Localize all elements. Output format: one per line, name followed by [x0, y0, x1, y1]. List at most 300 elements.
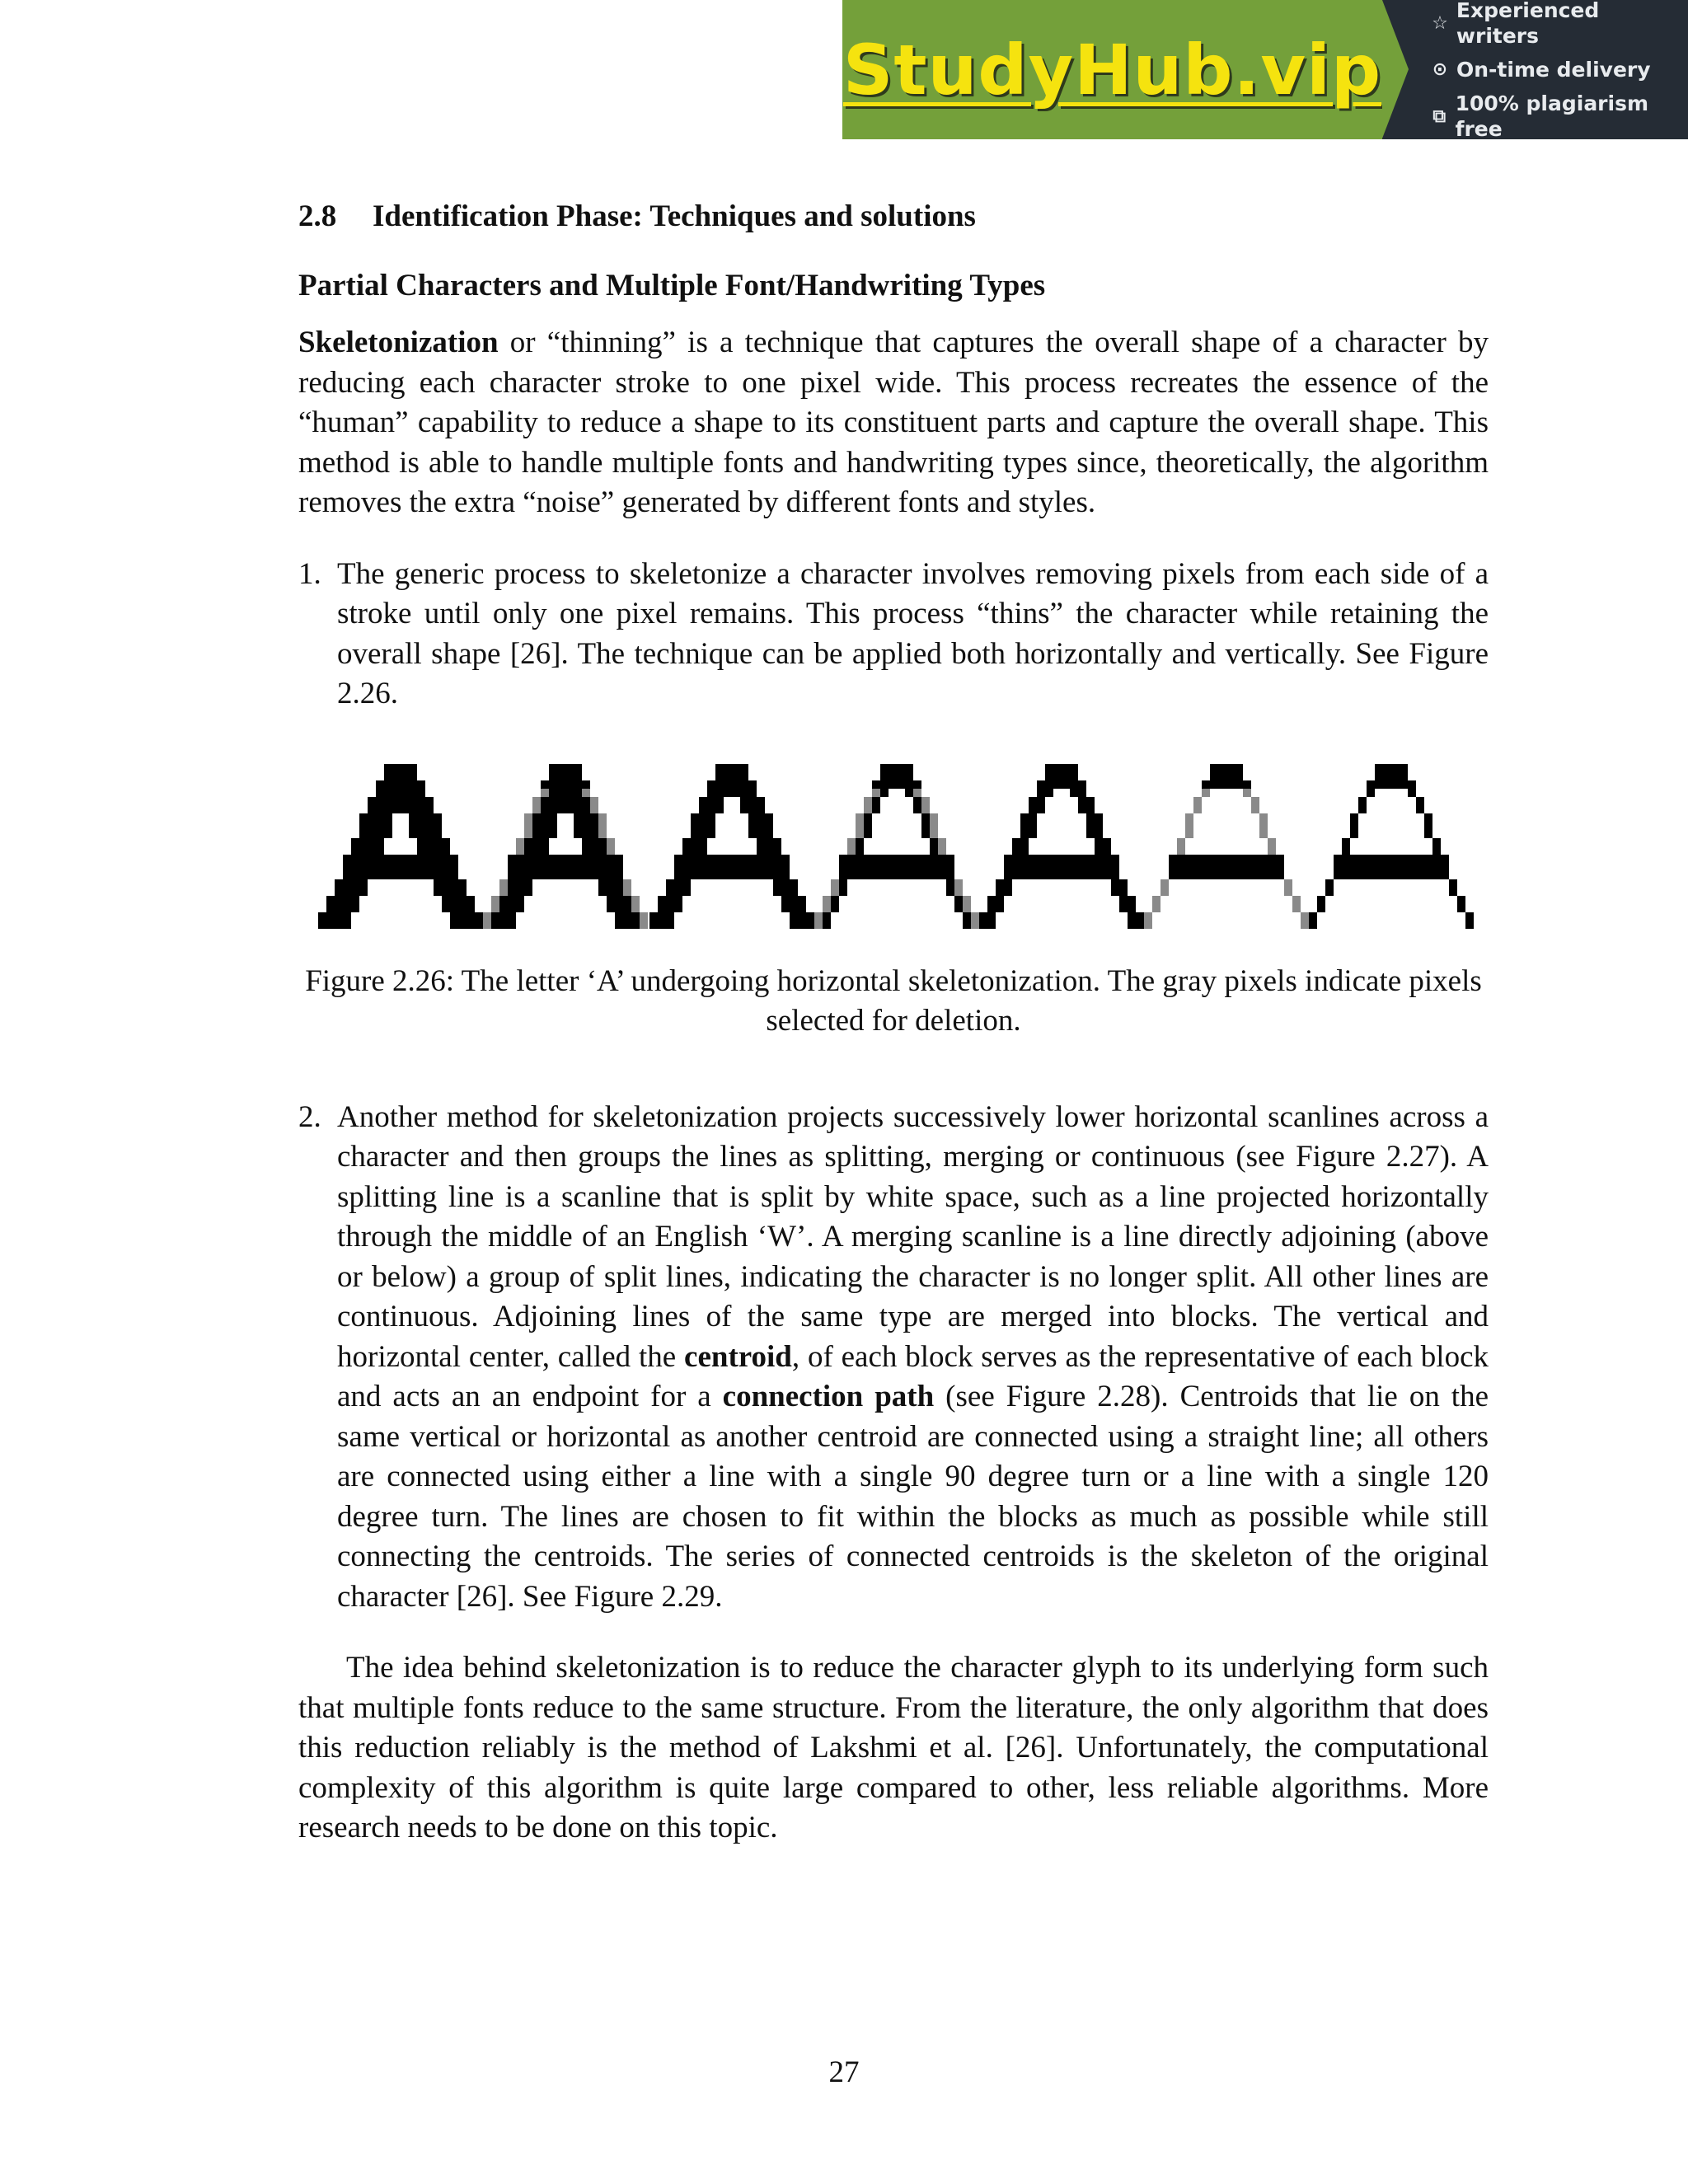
pixel — [1243, 863, 1251, 871]
pixel — [839, 888, 847, 896]
pixel — [1251, 805, 1259, 813]
pixel — [1441, 855, 1449, 863]
pixel — [549, 871, 557, 879]
pixel — [732, 855, 740, 863]
pixel — [508, 871, 516, 879]
pixel — [524, 822, 532, 830]
pixel — [1259, 830, 1268, 838]
pixel — [1103, 846, 1111, 855]
pixel — [748, 863, 757, 871]
pixel — [1095, 813, 1103, 822]
pixel — [1128, 912, 1136, 921]
pixel — [368, 805, 376, 813]
pixel — [442, 904, 450, 912]
pixel — [1086, 797, 1095, 805]
pixel — [996, 888, 1004, 896]
pixel — [409, 772, 417, 780]
pixel — [872, 871, 880, 879]
pixel — [1400, 780, 1408, 789]
pixel — [434, 879, 442, 888]
pixel — [732, 772, 740, 780]
pixel — [1004, 888, 1012, 896]
pixel — [392, 797, 401, 805]
pixel — [1235, 863, 1243, 871]
pixel — [409, 863, 417, 871]
figure-caption: Figure 2.26: The letter ‘A’ undergoing horizontal skeletonization. The gray pixels indicate pixels selected for deletion. — [305, 963, 1482, 1038]
pixel — [1053, 764, 1062, 772]
pixel — [889, 764, 897, 772]
pixel — [326, 921, 335, 929]
pixel — [1193, 797, 1202, 805]
pixel — [1144, 912, 1152, 921]
pixel — [831, 888, 839, 896]
pixel — [1251, 797, 1259, 805]
pixel — [765, 822, 773, 830]
pixel — [889, 871, 897, 879]
pixel — [847, 838, 856, 846]
pixel — [1424, 871, 1432, 879]
pixel — [442, 871, 450, 879]
pixel — [1292, 904, 1301, 912]
pixel — [1095, 846, 1103, 855]
pixel — [425, 822, 434, 830]
pixel — [1004, 855, 1012, 863]
pixel — [1317, 904, 1325, 912]
pixel — [1251, 855, 1259, 863]
pixel — [458, 904, 467, 912]
pixel — [748, 830, 757, 838]
pixel — [450, 879, 458, 888]
pixel — [1078, 855, 1086, 863]
pixel — [417, 838, 425, 846]
pixel — [1070, 863, 1078, 871]
pixel — [590, 822, 598, 830]
pixel — [913, 855, 921, 863]
pixel — [574, 805, 582, 813]
pixel — [524, 863, 532, 871]
clock-icon: ⊙ — [1432, 59, 1448, 80]
pixel — [417, 797, 425, 805]
pixel — [1111, 879, 1119, 888]
pixel — [773, 888, 781, 896]
pixel — [607, 846, 615, 855]
pixel — [715, 764, 724, 772]
pixel — [699, 871, 707, 879]
pixel — [682, 855, 691, 863]
pixel — [384, 797, 392, 805]
pixel — [458, 888, 467, 896]
pixel — [666, 896, 674, 904]
pixel — [748, 789, 757, 797]
pixel — [409, 830, 417, 838]
pixel — [1218, 871, 1226, 879]
pixel — [1259, 813, 1268, 822]
pixel — [781, 879, 790, 888]
pixel — [905, 764, 913, 772]
pixel — [343, 855, 351, 863]
pixel — [607, 888, 615, 896]
pixel — [343, 921, 351, 929]
pixel — [1045, 764, 1053, 772]
pixel — [1177, 838, 1185, 846]
pixel — [748, 855, 757, 863]
pixel — [674, 855, 682, 863]
pixel — [715, 855, 724, 863]
pixel — [1218, 772, 1226, 780]
pixel — [590, 871, 598, 879]
pixel — [417, 789, 425, 797]
list-item-2 — [298, 1098, 1489, 1618]
pixel — [1185, 813, 1193, 822]
pixel — [1095, 855, 1103, 863]
pixel — [715, 772, 724, 780]
pixel — [897, 780, 905, 789]
pixel — [765, 871, 773, 879]
pixel — [814, 921, 823, 929]
pixel — [963, 921, 971, 929]
pixel — [442, 896, 450, 904]
page-content — [298, 198, 1489, 1849]
pixel — [649, 912, 658, 921]
pixel — [376, 871, 384, 879]
pixel — [1235, 855, 1243, 863]
pixel — [532, 813, 541, 822]
pixel — [326, 912, 335, 921]
pixel — [574, 797, 582, 805]
pixel — [790, 879, 798, 888]
pixel — [1078, 871, 1086, 879]
pixel — [1210, 772, 1218, 780]
pixel — [532, 830, 541, 838]
pixel — [1210, 764, 1218, 772]
pixel — [1177, 863, 1185, 871]
pixel — [623, 896, 631, 904]
pixel — [343, 904, 351, 912]
pixel — [1062, 764, 1070, 772]
pixel — [823, 921, 831, 929]
pixel — [757, 846, 765, 855]
pixel — [856, 871, 864, 879]
pixel — [1391, 780, 1400, 789]
pixel — [732, 764, 740, 772]
pixel — [376, 813, 384, 822]
pixel — [1268, 871, 1276, 879]
pixel — [376, 789, 384, 797]
pixel — [343, 879, 351, 888]
pixel — [384, 822, 392, 830]
pixel — [889, 855, 897, 863]
pixel — [598, 830, 607, 838]
pixel — [707, 797, 715, 805]
pixel — [532, 846, 541, 855]
pixel — [524, 846, 532, 855]
pixel — [384, 813, 392, 822]
pixel — [773, 879, 781, 888]
pixel — [1383, 863, 1391, 871]
pixel — [326, 896, 335, 904]
pixel — [691, 871, 699, 879]
pixel — [582, 855, 590, 863]
pixel — [557, 805, 565, 813]
pixel — [1400, 855, 1408, 863]
pixel — [1160, 879, 1169, 888]
pixel — [1070, 772, 1078, 780]
pixel — [541, 838, 549, 846]
pixel — [732, 789, 740, 797]
pixel — [1383, 780, 1391, 789]
pixel — [1432, 871, 1441, 879]
pixel — [392, 772, 401, 780]
pixel — [417, 855, 425, 863]
pixel — [1334, 863, 1342, 871]
pixel — [409, 871, 417, 879]
pixel — [574, 855, 582, 863]
pixel — [450, 912, 458, 921]
pixel — [798, 921, 806, 929]
pixel — [897, 855, 905, 863]
pixel — [732, 863, 740, 871]
pixel — [409, 813, 417, 822]
pixel — [598, 863, 607, 871]
pixel — [1202, 789, 1210, 797]
pixel — [790, 904, 798, 912]
pixel — [707, 813, 715, 822]
pixel — [549, 830, 557, 838]
star-icon: ☆ — [1432, 12, 1448, 34]
pixel — [658, 912, 666, 921]
pixel — [790, 896, 798, 904]
pixel — [1259, 822, 1268, 830]
pixel — [565, 789, 574, 797]
pixel — [1235, 772, 1243, 780]
list-item-1 — [298, 555, 1489, 715]
pixel — [1177, 871, 1185, 879]
pixel — [1103, 871, 1111, 879]
pixel — [335, 921, 343, 929]
pixel — [930, 846, 938, 855]
pixel — [417, 805, 425, 813]
pixel — [938, 855, 946, 863]
pixel — [541, 797, 549, 805]
pixel — [691, 838, 699, 846]
pixel — [1029, 863, 1037, 871]
pixel — [508, 879, 516, 888]
pixel — [864, 855, 872, 863]
pixel — [790, 921, 798, 929]
pixel — [1119, 896, 1128, 904]
feature-plagiarism-free — [1430, 91, 1688, 142]
pixel — [392, 805, 401, 813]
pixel — [1086, 871, 1095, 879]
pixel — [946, 863, 954, 871]
pixel — [1391, 764, 1400, 772]
pixel — [1029, 797, 1037, 805]
pixel — [666, 904, 674, 912]
pixel — [831, 904, 839, 912]
pixel — [607, 863, 615, 871]
pixel — [715, 797, 724, 805]
pixel — [1235, 871, 1243, 879]
pixel — [707, 780, 715, 789]
pixel — [699, 863, 707, 871]
pixel — [1119, 879, 1128, 888]
pixel — [376, 855, 384, 863]
pixel — [574, 830, 582, 838]
pixel — [335, 904, 343, 912]
pixel — [889, 863, 897, 871]
pixel — [1424, 863, 1432, 871]
pixel — [417, 871, 425, 879]
pixel — [798, 904, 806, 912]
pixel — [913, 871, 921, 879]
pixel — [1086, 830, 1095, 838]
pixel — [649, 921, 658, 929]
studyhub-banner[interactable] — [842, 0, 1688, 139]
pixel — [442, 846, 450, 855]
pixel — [574, 822, 582, 830]
pixel — [1020, 813, 1029, 822]
pixel — [475, 912, 483, 921]
pixel — [1432, 838, 1441, 846]
pixel — [417, 822, 425, 830]
pixel — [1070, 780, 1078, 789]
pixel — [1375, 772, 1383, 780]
pixel — [748, 780, 757, 789]
pixel — [1078, 863, 1086, 871]
pixel — [930, 813, 938, 822]
pixel — [1383, 772, 1391, 780]
pixel — [790, 912, 798, 921]
pixel — [409, 805, 417, 813]
pixel — [541, 780, 549, 789]
pixel — [1358, 855, 1367, 863]
pixel — [508, 863, 516, 871]
pixel — [1268, 846, 1276, 855]
pixel — [318, 912, 326, 921]
pixel — [765, 846, 773, 855]
pixel — [516, 855, 524, 863]
pixel — [392, 764, 401, 772]
pixel — [1045, 863, 1053, 871]
pixel — [1128, 904, 1136, 912]
pixel — [1169, 863, 1177, 871]
pixel — [1276, 863, 1284, 871]
pixel — [1432, 863, 1441, 871]
paragraph-conclusion: The idea behind skeletonization is to reduce the character glyph to its underlying form such that multiple fonts reduce to the same structure. From the literature, the only algorithm that does this reduction reliably is the method of Lakshmi et al. [26]. Unfortunately, the computational complexity of this algorithm is quite large compared to other, less reliable algorithms. More research needs to be done on this topic. — [298, 1651, 1489, 1844]
pixel — [1317, 896, 1325, 904]
pixel — [516, 896, 524, 904]
pixel — [532, 797, 541, 805]
pixel — [724, 863, 732, 871]
pixel — [1416, 797, 1424, 805]
pixel — [368, 797, 376, 805]
pixel — [516, 879, 524, 888]
pixel — [401, 797, 409, 805]
pixel — [748, 813, 757, 822]
pixel — [343, 912, 351, 921]
pixel — [392, 789, 401, 797]
pixel — [847, 863, 856, 871]
pixel — [757, 813, 765, 822]
pixel — [1210, 871, 1218, 879]
pixel — [1235, 780, 1243, 789]
pixel — [343, 888, 351, 896]
pixel — [425, 830, 434, 838]
pixel — [847, 855, 856, 863]
brand-logo: StudyHub.vip — [842, 29, 1382, 110]
pixel — [724, 871, 732, 879]
pixel — [1037, 805, 1045, 813]
pixel — [1342, 855, 1350, 863]
pixel — [682, 838, 691, 846]
pixel — [425, 871, 434, 879]
pixel — [1276, 871, 1284, 879]
pixel — [458, 921, 467, 929]
pixel — [1020, 838, 1029, 846]
pixel — [732, 780, 740, 789]
pixel — [491, 904, 499, 912]
pixel — [666, 921, 674, 929]
pixel — [450, 863, 458, 871]
pixel — [1408, 780, 1416, 789]
pixel — [1268, 855, 1276, 863]
term-connection-path: connection path — [722, 1380, 935, 1413]
pixel — [979, 912, 987, 921]
pixel — [1400, 863, 1408, 871]
pixel — [963, 912, 971, 921]
pixel — [499, 888, 508, 896]
pixel — [1037, 871, 1045, 879]
pixel — [359, 855, 368, 863]
pixel — [781, 896, 790, 904]
pixel — [1243, 871, 1251, 879]
pixel — [359, 830, 368, 838]
pixel — [748, 805, 757, 813]
pixel — [682, 879, 691, 888]
pixel — [351, 904, 359, 912]
pixel — [740, 871, 748, 879]
pixel — [598, 879, 607, 888]
pixel — [1193, 855, 1202, 863]
pixel — [1020, 855, 1029, 863]
pixel — [1375, 863, 1383, 871]
pixel — [351, 863, 359, 871]
pixel — [954, 896, 963, 904]
pixel — [921, 855, 930, 863]
pixel — [905, 871, 913, 879]
pixel — [773, 855, 781, 863]
pixel — [368, 822, 376, 830]
brand-panel — [842, 0, 1382, 139]
pixel — [549, 780, 557, 789]
pixel — [524, 838, 532, 846]
pixel — [674, 863, 682, 871]
pixel — [1268, 863, 1276, 871]
pixel — [384, 871, 392, 879]
pixel — [384, 830, 392, 838]
pixel — [450, 921, 458, 929]
letter-a-stage-7 — [1309, 764, 1474, 929]
pixel — [715, 863, 724, 871]
pixel — [376, 838, 384, 846]
pixel — [392, 863, 401, 871]
pixel — [724, 780, 732, 789]
pixel — [864, 805, 872, 813]
pixel — [1045, 871, 1053, 879]
pixel — [1012, 863, 1020, 871]
pixel — [1053, 871, 1062, 879]
pixel — [938, 863, 946, 871]
